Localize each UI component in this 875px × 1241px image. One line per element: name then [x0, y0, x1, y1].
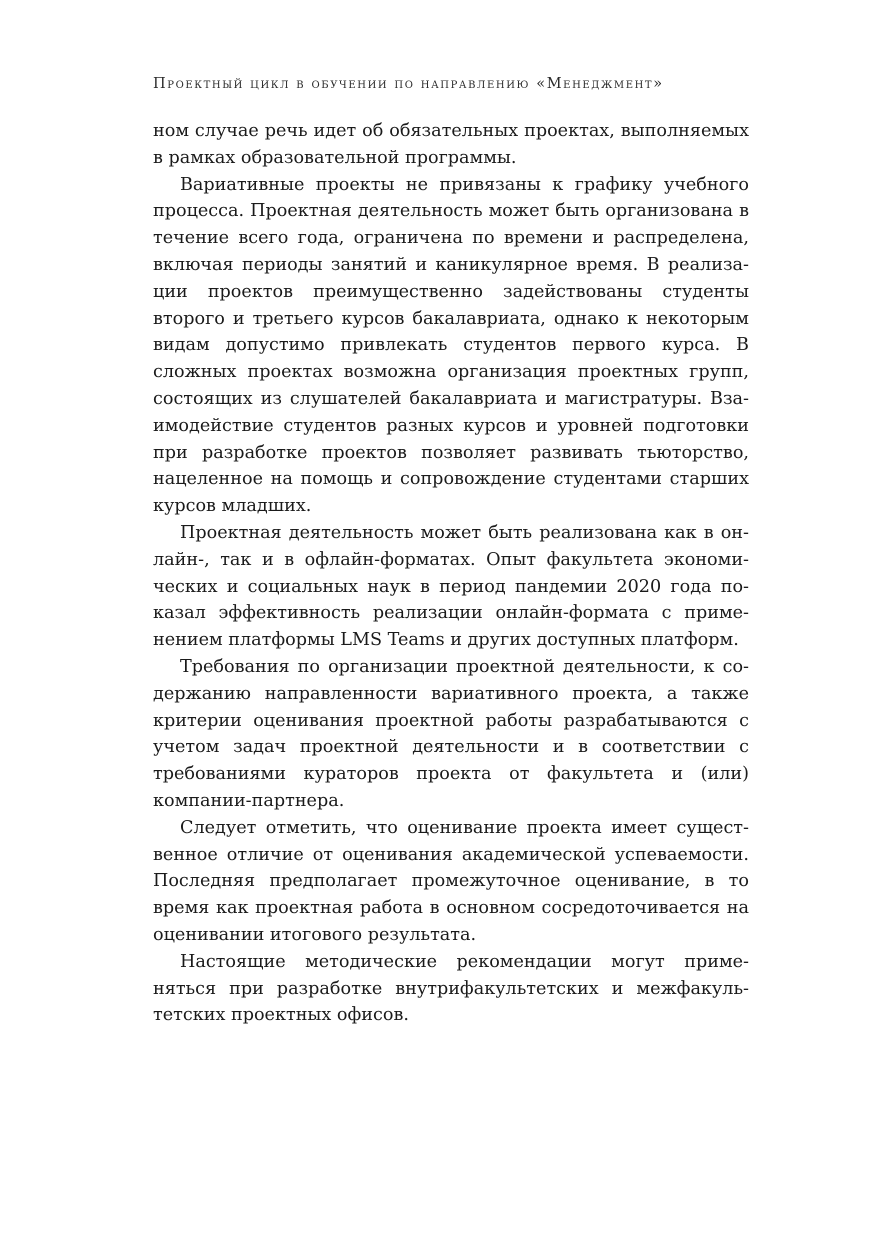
paragraph-variative-projects: Вариативные проекты не привязаны к графику учебного процесса. Проектная деятельность может быть организована в течение всего года, ограничена по времени и распределена, включая периоды занятий и каникулярное время. В реализации проектов преимущественно задействованы студенты второго и третьего курсов бакалавриата, однако к некоторым видам допустимо привлекать студентов первого курса. В сложных проектах возможна организация проектных групп, состоящих из слушателей бакалавриата и магистратуры. Взаимодействие студентов разных курсов и уровней подготовки при разработке проектов позволяет развивать тьюторство, нацеленное на помощь и сопровождение студентами старших курсов младших. [153, 174, 749, 517]
paragraph-online-offline: Проектная деятельность может быть реализована как в онлайн-, так и в офлайн-форматах. Опыт факультета экономических и социальных наук в период пандемии 2020 года показал эффективность реализации онлайн-формата с применением платформы LMS Teams и других доступных платформ. [153, 522, 749, 651]
paragraph-assessment: Следует отметить, что оценивание проекта имеет существенное отличие от оценивания академической успеваемости. Последняя предполагает промежуточное оценивание, в то время как проектная работа в основном сосредоточивается на оценивании итогового результата. [153, 817, 749, 945]
paragraph-continuation: ном случае речь идет об обязательных проектах, выполняемых в рамках образовательной программы. [153, 121, 749, 168]
paragraph-requirements: Требования по организации проектной деятельности, к содержанию направленности вариативного проекта, а также критерии оценивания проектной работы разрабатываются с учетом задач проектной деятельности и в соответствии с требованиями кураторов проекта от факультета и (или) компании-партнера. [153, 656, 749, 811]
running-header: Проектный цикл в обучении по направлению «Менеджмент» [153, 76, 664, 92]
body-text [153, 118, 749, 1029]
paragraph-recommendations: Настоящие методические рекомендации могут применяться при разработке внутрифакультетских и межфакультетских проектных офисов. [153, 951, 749, 1026]
